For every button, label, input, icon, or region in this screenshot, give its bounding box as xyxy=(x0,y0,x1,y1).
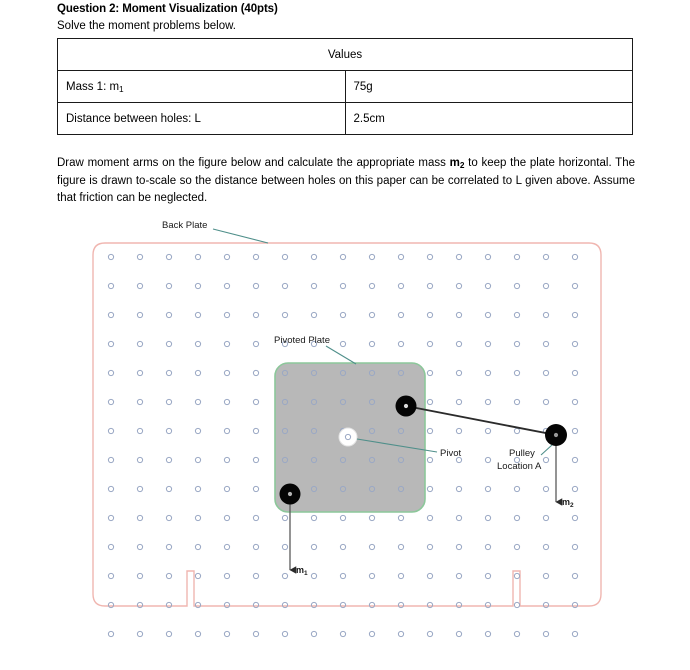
prompt-part2: to keep the plate horizontal. The figure is drawn to-scale so the distance between holes on this paper can be correlated to L given above. Assume that friction can be neglected. xyxy=(57,157,635,204)
page-title: Question 2: Moment Visualization (40pts) xyxy=(57,3,278,15)
label-back-plate: Back Plate xyxy=(162,220,208,231)
hole xyxy=(340,631,345,636)
prompt-paragraph xyxy=(57,155,635,208)
page-subtitle: Solve the moment problems below. xyxy=(57,20,236,32)
hole xyxy=(166,631,171,636)
hole xyxy=(514,631,519,636)
table-header-row xyxy=(58,39,633,71)
label-mass1-sub: 1 xyxy=(304,570,308,577)
values-table xyxy=(57,38,633,135)
table-row xyxy=(58,71,633,103)
table-cell-value: 75g xyxy=(345,71,633,103)
hole xyxy=(282,631,287,636)
label-pulley: Pulley xyxy=(509,448,535,459)
hole xyxy=(543,631,548,636)
hole xyxy=(427,631,432,636)
hole xyxy=(485,631,490,636)
hole-lower-left-marker-inner xyxy=(288,492,292,496)
table-cell-key: Distance between holes: L xyxy=(58,103,346,135)
mass1-key-text: Mass 1: m xyxy=(66,80,120,93)
hole xyxy=(456,631,461,636)
label-pivoted-plate: Pivoted Plate xyxy=(274,335,330,346)
prompt-mass-sub: 2 xyxy=(459,161,465,171)
mass1-key-sub: 1 xyxy=(119,84,124,94)
pulley-marker-inner xyxy=(554,433,558,437)
hole xyxy=(108,631,113,636)
label-mass2-symbol: m xyxy=(562,497,571,507)
prompt-part1: Draw moment arms on the figure below and calculate the appropriate mass xyxy=(57,157,450,169)
hole xyxy=(514,602,519,607)
hole xyxy=(369,631,374,636)
pivot-marker xyxy=(339,428,357,446)
hole xyxy=(311,631,316,636)
hole xyxy=(253,631,258,636)
table-row xyxy=(58,103,633,135)
label-mass1-symbol: m xyxy=(296,565,305,575)
label-mass2-sub: 2 xyxy=(570,502,574,509)
hole xyxy=(137,631,142,636)
moment-figure xyxy=(0,212,690,670)
hole xyxy=(398,631,403,636)
leader-back-plate xyxy=(213,229,268,243)
prompt-mass-symbol: m xyxy=(449,157,460,169)
table-header-values: Values xyxy=(58,39,633,71)
table-cell-key xyxy=(58,71,346,103)
label-pivot: Pivot xyxy=(440,448,462,459)
table-cell-value: 2.5cm xyxy=(345,103,633,135)
hole xyxy=(514,573,519,578)
hole-upper-marker-inner xyxy=(404,404,408,408)
hole xyxy=(224,631,229,636)
hole xyxy=(195,631,200,636)
label-pulley-location: Location A xyxy=(497,461,542,472)
hole xyxy=(572,631,577,636)
